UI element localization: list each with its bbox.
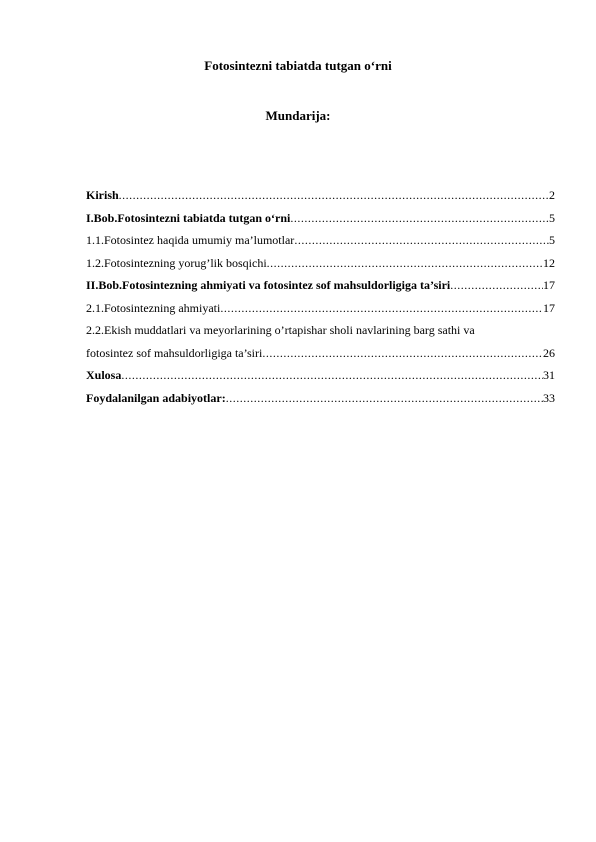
toc-leader-dots (294, 229, 549, 252)
toc-page-number: 2 (549, 188, 555, 202)
toc-page-number: 17 (543, 300, 555, 315)
toc-entry-title: I.Bob.Fotosintezni tabiatda tutgan o‘rni (86, 210, 291, 225)
toc-entry-title: 1.1.Fotosintez haqida umumiy ma’lumotlar (86, 233, 295, 247)
toc-entry-section-2-1 (86, 297, 555, 320)
toc-entry-section-1-1 (86, 229, 555, 252)
toc-leader-dots (220, 297, 543, 320)
toc-page-number: 5 (549, 233, 555, 247)
toc-page-number: 17 (543, 278, 555, 292)
toc-entry-references (86, 387, 555, 410)
toc-leader-dots (267, 252, 543, 275)
toc-entry-section-2-2 (86, 319, 555, 364)
toc-leader-dots (450, 274, 543, 297)
toc-page-number: 31 (543, 368, 555, 382)
toc-heading: Mundarija: (265, 108, 331, 123)
toc-leader-dots (121, 364, 543, 387)
toc-page-number: 26 (543, 345, 555, 360)
toc-entry-section-1-2 (86, 252, 555, 275)
toc-leader-dots (119, 184, 549, 207)
table-of-contents (86, 184, 555, 409)
toc-entry-title: Xulosa (86, 368, 122, 382)
toc-page-number: 12 (543, 255, 555, 270)
toc-entry-title: Kirish (86, 188, 119, 202)
toc-entry-title: II.Bob.Fotosintezning ahmiyati va fotosintez sof mahsuldorligiga ta’siri (86, 278, 451, 292)
toc-page-number: 33 (543, 390, 555, 405)
toc-page-number: 5 (549, 210, 555, 225)
document-title: Fotosintezni tabiatda tutgan o‘rni (204, 58, 392, 73)
toc-leader-dots (262, 342, 543, 365)
toc-entry-title: 2.1.Fotosintezning ahmiyati (86, 300, 221, 315)
toc-entry-line-2 (86, 342, 555, 365)
toc-entry-kirish (86, 184, 555, 207)
toc-entry-title-line-1: 2.2.Ekish muddatlari va meyorlarining o’rtapishar sholi navlarining barg sathi va (86, 323, 475, 337)
toc-entry-xulosa (86, 364, 555, 387)
toc-entry-chapter-1 (86, 207, 555, 230)
toc-entry-title: Foydalanilgan adabiyotlar: (86, 390, 226, 405)
toc-entry-title-line-2: fotosintez sof mahsuldorligiga ta’siri (86, 345, 263, 360)
toc-leader-dots (290, 207, 549, 230)
toc-entry-chapter-2 (86, 274, 555, 297)
toc-leader-dots (226, 387, 543, 410)
toc-entry-title: 1.2.Fotosintezning yorug’lik bosqichi (86, 255, 267, 270)
